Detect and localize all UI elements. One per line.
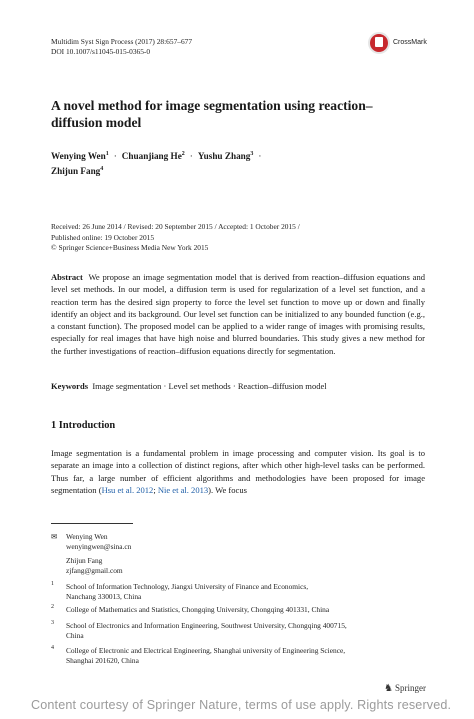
abstract-text: We propose an image segmentation model that is derived from reaction–diffusion equations and level set methods. In our model, a diffusion term is used for regularization of a level set function, and a reaction term has the desired sign property to force the level set function to move up or down and finally identify an object and its background. Our level set function can be initialized to any bounded function (e.g., a constant function). The proposed model can be applied to a wider range of images with promising results, especially for real images that have high noise and blurred boundaries. This study gives a new method for the further investigations of reaction–diffusion equations directly for segmentation. [51,272,425,356]
dates-line: Published online: 19 October 2015 [51,232,155,242]
author-list: Wenying Wen$^1$ · Chuanjiang $He^2$ · Yushu Zhang$^3$ · Zhijun Fang$^4$ [51,151,262,177]
courtesy-footer: Content courtesy of Springer Nature, terms of use apply. Rights reserved. [31,698,452,712]
intro-text-tail: ). We focus [208,484,247,495]
abstract-label: Abstract [51,272,83,282]
author-affil-number: 4 [100,166,104,173]
author-name: Chuanjiang He [121,151,182,162]
keywords [51,380,425,392]
contact-name: Zhijun Fang [66,556,103,566]
contact-email[interactable]: wenyingwen@sina.cn [66,541,132,551]
affiliation [66,582,406,601]
citation-link[interactable]: Hsu et al. 2012 [101,484,154,495]
affiliation-number: 3 [51,620,54,626]
springer-logo [384,683,426,694]
citation-separator: ; [153,484,158,495]
publication-dates [51,222,300,254]
affiliation-line: School of Electronics and Information Engineering, Southwest University, Chongqing 400715, [66,621,347,630]
crossmark-bookmark-icon [375,37,383,47]
author-name: Wenying Wen [51,151,106,162]
affiliation-line: Shanghai 201620, China [66,655,139,665]
dates-line: Received: 26 June 2014 / Revised: 20 September 2015 / Accepted: 1 October 2015 / [51,222,300,231]
contact-email[interactable]: zjfang@gmail.com [66,565,123,575]
affiliation [66,605,406,615]
keywords-label: Keywords [51,381,89,391]
affiliation-number: 1 [51,581,54,587]
affiliation-line: School of Information Technology, Jiangxi University of Finance and Economics, [66,582,309,591]
affiliation-line: College of Electronic and Electrical Engineering, Shanghai university of Engineering Science, [66,646,346,655]
affiliation-line: Nanchang 330013, China [66,591,142,601]
affiliation-number: 4 [51,645,54,651]
affiliation-line: College of Mathematics and Statistics, Chongqing University, Chongqing 401331, China [66,605,330,614]
citation-link[interactable]: Nie et al. 2013 [157,484,209,495]
affiliation [66,646,406,665]
abstract [51,271,425,357]
keywords-text: Image segmentation · Level set methods · Reaction–diffusion model [92,381,327,391]
crossmark-label[interactable]: CrossMark [393,39,427,46]
section-heading: 1 Introduction [51,420,116,431]
affiliation-line: China [66,630,84,640]
copyright-line: © Springer Science+Business Media New York 2015 [51,243,209,252]
author-affil-number: 2 [181,151,185,157]
journal-citation: Multidim Syst Sign Process (2017) 28:657–677 [51,37,193,46]
author-affil-number: 3 [250,151,254,157]
intro-text: Image segmentation is a fundamental problem in image processing and computer vision. Its goal is to separate an image into a collection of distinct regions, after which other high-level tasks can be performed. Thus far, a large number of efficient algorithms and methodologies have been proposed for image segmentation ( [51,448,425,495]
author-name: Yushu Zhang [197,151,251,162]
affiliation [66,621,406,640]
envelope-icon: ✉ [51,532,58,541]
intro-paragraph [51,447,425,496]
contact-name: Wenying Wen [66,532,108,541]
footnote-divider [51,523,133,524]
paper-title: A novel method for image segmentation using reaction–diffusion model [51,98,373,130]
affiliation-number: 2 [51,604,54,610]
author-name: Zhijun Fang [51,166,101,177]
author-affil-number: 1 [105,151,109,157]
doi: DOI 10.1007/s11045-015-0365-0 [51,47,151,56]
publisher-name: Springer [394,683,426,693]
corresponding-author [66,532,406,575]
springer-horse-icon: ♞ [384,683,393,694]
